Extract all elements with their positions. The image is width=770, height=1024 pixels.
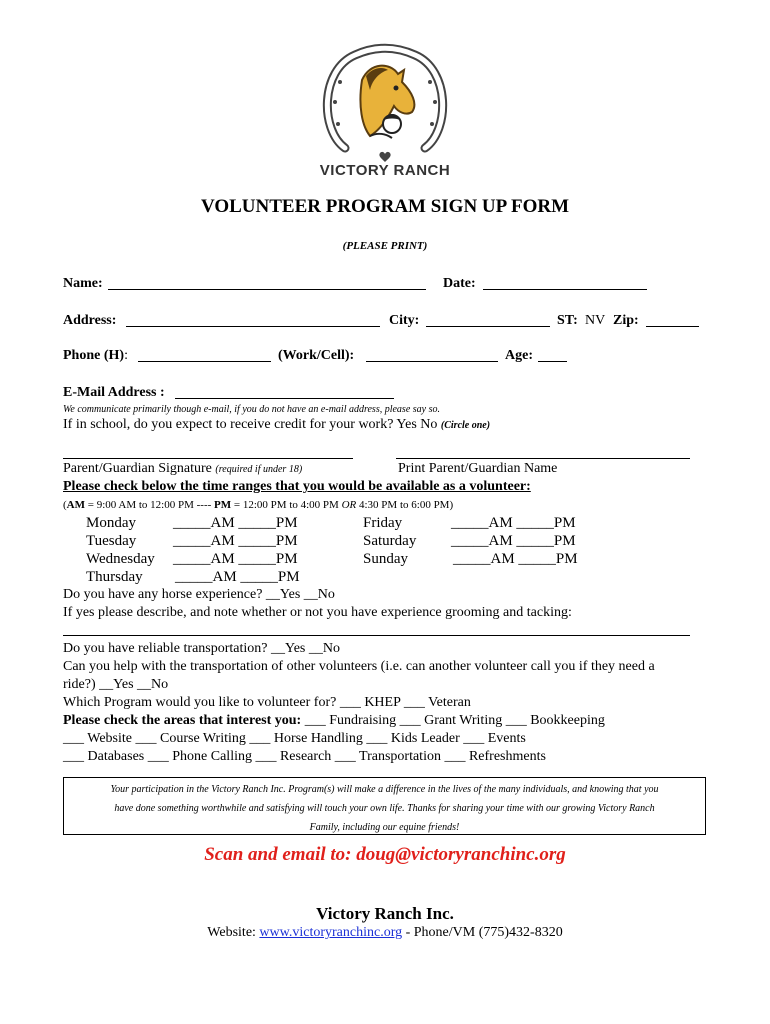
friday-slots[interactable]: _____AM _____PM xyxy=(451,515,576,531)
scan-email-instruction: Scan and email to: doug@victoryranchinc.org xyxy=(204,844,566,865)
zip-label: Zip: xyxy=(613,313,639,328)
day-friday: Friday xyxy=(363,515,403,531)
wednesday-slots[interactable]: _____AM _____PM xyxy=(173,551,298,567)
age-label: Age: xyxy=(505,348,533,363)
phone-work-label: (Work/Cell): xyxy=(278,348,355,363)
organization-name: Victory Ranch Inc. xyxy=(316,904,454,923)
form-title: VOLUNTEER PROGRAM SIGN UP FORM xyxy=(200,196,569,217)
day-sunday: Sunday xyxy=(363,551,408,567)
participation-notice: Your participation in the Victory Ranch Inc. Program(s) will make a difference in the lives of the many individuals, and knowing that you have done something worthwhile and satisfying will touch your own life. Thanks for sharing your time with our growing Victory Ranch Family, including our equine friends! xyxy=(63,777,706,835)
website-link[interactable]: www.victoryranchinc.org xyxy=(259,925,403,940)
parent-name-field[interactable] xyxy=(396,458,690,459)
interest-areas-row-1[interactable]: Please check the areas that interest you: ___ Fundraising ___ Grant Writing ___ Bookkeeping xyxy=(63,713,605,728)
parent-name-label: Print Parent/Guardian Name xyxy=(398,461,558,476)
help-transport-answer[interactable]: ride?) __Yes __No xyxy=(63,677,169,692)
program-question[interactable]: Which Program would you like to volunteer for? ___ KHEP ___ Veteran xyxy=(63,695,471,710)
state-label: ST: xyxy=(557,313,578,328)
parent-signature-label: Parent/Guardian Signature (required if under 18) xyxy=(63,461,303,476)
help-transport-question: Can you help with the transportation of other volunteers (i.e. can another volunteer call you if they need a xyxy=(63,659,655,674)
thursday-slots[interactable]: _____AM _____PM xyxy=(175,569,300,585)
monday-slots[interactable]: _____AM _____PM xyxy=(173,515,298,531)
sunday-slots[interactable]: _____AM _____PM xyxy=(453,551,578,567)
phone-home-label: Phone (H): xyxy=(63,348,128,363)
form-subtitle: (PLEASE PRINT) xyxy=(342,240,428,252)
interest-areas-row-3[interactable]: ___ Databases ___ Phone Calling ___ Research ___ Transportation ___ Refreshments xyxy=(63,749,546,764)
phone-home-field[interactable] xyxy=(138,361,271,362)
contact-line: Website: www.victoryranchinc.org - Phone/VM (775)432-8320 xyxy=(207,925,563,940)
address-field[interactable] xyxy=(126,326,380,327)
state-value[interactable]: NV xyxy=(585,313,606,328)
schedule-heading: Please check below the time ranges that you would be available as a volunteer: xyxy=(63,479,531,494)
tuesday-slots[interactable]: _____AM _____PM xyxy=(173,533,298,549)
name-label: Name: xyxy=(63,276,103,291)
school-credit-question: If in school, do you expect to receive credit for your work? Yes No (Circle one) xyxy=(63,417,491,432)
date-field[interactable] xyxy=(483,289,647,290)
city-field[interactable] xyxy=(426,326,550,327)
email-label: E-Mail Address : xyxy=(63,385,165,400)
day-saturday: Saturday xyxy=(363,533,417,549)
interest-areas-row-2[interactable]: ___ Website ___ Course Writing ___ Horse Handling ___ Kids Leader ___ Events xyxy=(63,731,526,746)
email-note: We communicate primarily though e-mail, if you do not have an e-mail address, please say so. xyxy=(63,404,440,415)
logo-text: VICTORY RANCH xyxy=(319,162,451,179)
city-label: City: xyxy=(389,313,420,328)
transport-question[interactable]: Do you have reliable transportation? __Yes __No xyxy=(63,641,340,656)
horse-describe-prompt: If yes please describe, and note whether or not you have experience grooming and tacking: xyxy=(63,605,572,620)
address-label: Address: xyxy=(63,313,117,328)
name-field[interactable] xyxy=(108,289,426,290)
day-thursday: Thursday xyxy=(86,569,143,585)
parent-signature-field[interactable] xyxy=(63,458,353,459)
saturday-slots[interactable]: _____AM _____PM xyxy=(451,533,576,549)
day-tuesday: Tuesday xyxy=(86,533,137,549)
date-label: Date: xyxy=(443,276,476,291)
zip-field[interactable] xyxy=(646,326,699,327)
day-monday: Monday xyxy=(86,515,136,531)
horse-experience-question[interactable]: Do you have any horse experience? __Yes __No xyxy=(63,587,335,602)
horse-describe-field[interactable] xyxy=(63,635,690,636)
email-field[interactable] xyxy=(175,398,394,399)
schedule-time-key: (AM = 9:00 AM to 12:00 PM ---- PM = 12:00 PM to 4:00 PM OR 4:30 PM to 6:00 PM) xyxy=(63,499,454,511)
age-field[interactable] xyxy=(538,361,567,362)
phone-work-field[interactable] xyxy=(366,361,498,362)
day-wednesday: Wednesday xyxy=(86,551,155,567)
